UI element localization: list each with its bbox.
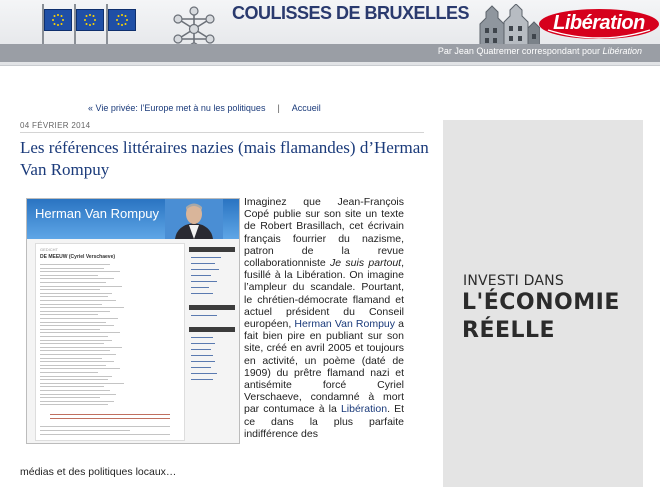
van-rompuy-link[interactable]: Herman Van Rompuy — [294, 318, 396, 331]
sidebar-link-line — [191, 293, 213, 294]
poem-line — [40, 304, 102, 305]
poem-line — [40, 365, 106, 366]
post-title[interactable]: Les références littéraires nazies (mais flamandes) d’Herman Van Rompuy — [20, 138, 429, 179]
poem-line — [40, 394, 116, 395]
poem-line — [40, 325, 114, 326]
poem-line — [40, 376, 112, 377]
post-navigation — [88, 103, 321, 113]
site-banner — [0, 0, 660, 66]
body-emphasis: Je suis partout — [330, 257, 402, 270]
poem-line — [40, 332, 120, 333]
poem-line — [40, 372, 98, 373]
screenshot-kicker: GEDICHT — [40, 247, 58, 252]
poem-line — [40, 347, 122, 348]
poem-line — [40, 293, 112, 294]
poem-line — [40, 307, 124, 308]
poem-line — [40, 368, 120, 369]
screenshot-sidebar — [189, 243, 235, 393]
poem-line — [40, 275, 98, 276]
poem-line — [40, 397, 100, 398]
body-text: Imaginez que Jean-François Copé publie sur son site un texte de Robert Brasillach, cet écrivain français fourrier du nazisme, patron de la revue collaborationniste — [244, 196, 404, 270]
sidebar-link-line — [191, 337, 213, 338]
poem-line — [40, 340, 112, 341]
nav-separator: | — [277, 103, 280, 113]
screenshot-poem-title: DE MEEUW (Cyriel Verschaeve) — [40, 254, 116, 260]
poem-line — [40, 318, 118, 319]
eu-flag-icon — [108, 9, 136, 31]
liberation-link[interactable]: Libération — [340, 403, 388, 416]
poem-line — [40, 350, 110, 351]
poem-line — [40, 314, 98, 315]
poem-line — [40, 329, 100, 330]
screenshot-footer-line — [40, 426, 170, 427]
sidebar-link-line — [191, 379, 213, 380]
sidebar-heading-bar — [189, 305, 235, 310]
screenshot-nav-link-line — [50, 418, 170, 419]
poem-line — [40, 386, 104, 387]
screenshot-footer-line — [40, 434, 170, 435]
poem-line — [40, 300, 116, 301]
poem-line — [40, 401, 114, 402]
poem-line — [40, 390, 110, 391]
sidebar-link-line — [191, 315, 217, 316]
byline-paper: Libération — [602, 46, 642, 56]
post-body — [244, 196, 404, 440]
poem-line — [40, 358, 102, 359]
sidebar-link-line — [191, 361, 215, 362]
poem-line — [40, 383, 124, 384]
ad-line-2: L'ÉCONOMIE — [462, 290, 620, 315]
site-title[interactable]: COULISSES DE BRUXELLES — [232, 3, 470, 23]
poem-line — [40, 264, 110, 265]
sidebar-heading-bar — [189, 327, 235, 332]
screenshot-nav-link-line — [50, 414, 170, 415]
poem-line — [40, 286, 122, 287]
eu-flag-icon — [76, 9, 104, 31]
sidebar-link-line — [191, 257, 221, 258]
embedded-screenshot[interactable] — [26, 198, 240, 444]
sidebar-link-line — [191, 355, 213, 356]
poem-line — [40, 282, 106, 283]
post-date: 04 FÉVRIER 2014 — [20, 121, 91, 130]
sidebar-link-line — [191, 263, 215, 264]
logo-text: Libération — [553, 12, 645, 34]
screenshot-site-name: Herman Van Rompuy — [35, 206, 160, 221]
sidebar-link-line — [191, 281, 217, 282]
sidebar-link-line — [191, 373, 217, 374]
divider — [20, 132, 424, 133]
byline-prefix: Par Jean Quatremer correspondant pour — [437, 46, 603, 56]
body-text: a fait bien pire en publiant sur son site, créé en avril 2005 et toujours en activité, un poème (daté de 1909) du prêtre flamand nazi et antisémite forcé Cyriel Verschaeve, condamné à mort par contumace à la — [244, 318, 404, 416]
sidebar-link-line — [191, 287, 209, 288]
home-link[interactable]: Accueil — [291, 103, 321, 113]
poem-line — [40, 354, 116, 355]
screenshot-footer-line — [40, 430, 130, 431]
poem-line — [40, 296, 108, 297]
screenshot-post — [35, 243, 185, 441]
poem-line — [40, 361, 114, 362]
poem-line — [40, 404, 108, 405]
sidebar-link-line — [191, 367, 211, 368]
poem-line — [40, 268, 104, 269]
poem-line — [40, 336, 108, 337]
byline-bar — [0, 44, 660, 62]
poem-line — [40, 271, 120, 272]
sidebar-link-line — [191, 343, 215, 344]
liberation-logo[interactable] — [538, 6, 660, 42]
sidebar-link-line — [191, 275, 211, 276]
post-body-tail: médias et des politiques locaux… — [20, 466, 177, 478]
sidebar-heading-bar — [189, 247, 235, 252]
advertisement[interactable] — [443, 120, 643, 487]
byline — [438, 46, 642, 56]
poem-line — [40, 379, 108, 380]
body-text: , fusillé à la Libération. On imagine l’ampleur du scandale. Pourtant, le chrétien-démocrate flamand et actuel président du Conseil européen, — [244, 257, 404, 331]
eu-flag-icon — [44, 9, 72, 31]
poem-line — [40, 289, 100, 290]
body-text: . Et ce dans la plus parfaite indifférence des — [244, 403, 404, 440]
poem-line — [40, 311, 110, 312]
sidebar-link-line — [191, 269, 219, 270]
poem-line — [40, 322, 106, 323]
sidebar-link-line — [191, 349, 211, 350]
screenshot-header — [27, 199, 240, 239]
ad-line-1: INVESTI DANS — [463, 273, 564, 289]
portrait-photo-icon — [165, 199, 223, 239]
poem-line — [40, 278, 114, 279]
previous-post-link[interactable]: « Vie privée: l’Europe met à nu les politiques — [88, 103, 266, 113]
poem-line — [40, 343, 104, 344]
ad-line-3: RÉELLE — [462, 318, 556, 343]
